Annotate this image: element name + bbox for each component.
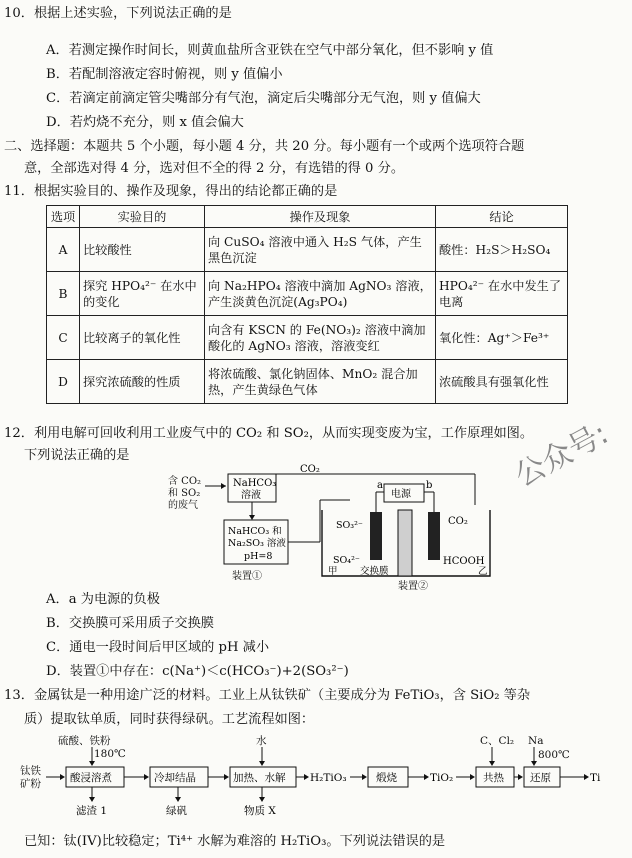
step3-label: 加热、水解 — [233, 772, 286, 784]
q12-option-a: A．a 为电源的负极 — [46, 592, 160, 607]
q13-stem-line2: 质）提取钛单质，同时获得绿矾。工艺流程如图： — [24, 712, 315, 727]
box1-line2: 溶液 — [241, 490, 261, 501]
arrow-head — [249, 515, 255, 520]
section2-line2: 意，全部选对得 4 分，选对但不全的得 2 分，有选错的得 0 分。 — [24, 161, 405, 176]
reagent1: 硫酸、铁粉 — [58, 735, 111, 747]
ti-label: Ti — [590, 772, 601, 784]
device1-label: 装置① — [232, 571, 262, 582]
region-jia: 甲 — [328, 566, 338, 577]
co2-top-label: CO₂ — [300, 464, 320, 475]
table-cell: B — [47, 272, 80, 316]
table-row — [47, 360, 568, 404]
reagent2: C、Cl₂ — [480, 735, 515, 747]
hcooh-label: HCOOH — [443, 556, 485, 567]
table-cell: 探究 HPO₄²⁻ 在水中的变化 — [80, 272, 205, 316]
reagent3: Na — [528, 735, 544, 747]
table-cell: 浓硫酸具有强氧化性 — [436, 360, 568, 404]
table-cell: 将浓硫酸、氯化钠固体、MnO₂ 混合加热，产生黄绿色气体 — [205, 360, 436, 404]
arrow-head — [531, 761, 537, 766]
so3-label: SO₃²⁻ — [336, 520, 363, 531]
table-cell: 探究浓硫酸的性质 — [80, 360, 205, 404]
step4-label: 煅烧 — [376, 772, 397, 784]
table-cell: 向含有 KSCN 的 Fe(NO₃)₂ 溶液中滴加酸化的 AgNO₃ 溶液，溶液变红 — [205, 316, 436, 360]
box2-line2: Na₂SO₃ 溶液 — [228, 538, 286, 549]
table-header: 操作及现象 — [205, 206, 436, 228]
temp2: 800℃ — [538, 749, 570, 761]
arrow-head — [221, 483, 226, 489]
so4-label: SO₄²⁻ — [333, 555, 360, 566]
table-header-row — [47, 206, 568, 228]
q11-table — [46, 205, 568, 404]
right-electrode — [428, 512, 440, 560]
q10-option-b: B．若配制溶液定容时俯视，则 y 值偏小 — [46, 67, 283, 82]
q12-option-d: D．装置①中存在：c(Na⁺)＜c(HCO₃⁻)+2(SO₃²⁻) — [46, 664, 349, 679]
q11-stem: 11．根据实验目的、操作及现象，得出的结论都正确的是 — [4, 184, 338, 199]
membrane-label: 交换膜 — [360, 566, 389, 577]
table-cell: C — [47, 316, 80, 360]
terminal-b: b — [426, 480, 433, 491]
box1-line1: NaHCO₃ — [233, 478, 277, 489]
watermark: 公众号: — [509, 416, 615, 495]
gas-in-label-1: 含 CO₂ — [168, 476, 202, 487]
q10-option-d: D．若灼烧不充分，则 x 值会偏大 — [46, 115, 244, 130]
table-row — [47, 228, 568, 272]
arrow-head — [89, 761, 95, 766]
q10-option-a: A．若测定操作时间长，则黄血盐所含亚铁在空气中部分氧化，但不影响 y 值 — [46, 43, 494, 58]
gas-in-label-3: 的废气 — [168, 500, 198, 511]
table-cell: 比较酸性 — [80, 228, 205, 272]
q12-option-b: B．交换膜可采用质子交换膜 — [46, 616, 214, 631]
box2-line1: NaHCO₃ 和 — [228, 526, 282, 537]
q12-stem-line1: 12．利用电解可回收利用工业废气中的 CO₂ 和 SO₂，从而实现变废为宝，工作原理如图。 — [4, 426, 534, 441]
temp1: 180℃ — [94, 748, 126, 760]
gas-in-label-2: 和 SO₂ — [168, 488, 201, 499]
region-yi: 乙 — [478, 566, 488, 577]
arrow-head — [489, 761, 495, 766]
table-header: 结论 — [436, 206, 568, 228]
h2tio3-label: H₂TiO₃ — [310, 772, 347, 784]
step6-label: 还原 — [530, 772, 551, 784]
step2-label: 冷却结晶 — [154, 772, 196, 784]
section2-line1: 二、选择题：本题共 5 个小题，每小题 4 分，共 20 分。每小题有一个或两个选项符合题 — [4, 139, 525, 154]
exchange-membrane — [398, 510, 412, 576]
q10-option-c: C．若滴定前滴定管尖嘴部分有气泡，滴定后尖嘴部分无气泡，则 y 值偏大 — [46, 91, 481, 106]
table-cell: 向 Na₂HPO₄ 溶液中滴加 AgNO₃ 溶液，产生淡黄色沉淀(Ag₃PO₄) — [205, 272, 436, 316]
table-row — [47, 316, 568, 360]
left-electrode — [370, 512, 382, 560]
output1-label: 滤渣 1 — [76, 805, 108, 817]
table-cell: HPO₄²⁻ 在水中发生了电离 — [436, 272, 568, 316]
table-row — [47, 272, 568, 316]
start-label-1: 钛铁 — [20, 765, 41, 777]
tio2-label: TiO₂ — [430, 772, 454, 784]
device2-label: 装置② — [398, 581, 428, 590]
table-header: 实验目的 — [80, 206, 205, 228]
table-cell: 氧化性：Ag⁺＞Fe³⁺ — [436, 316, 568, 360]
output3-label: 物质 X — [244, 805, 276, 817]
box2-line3: pH=8 — [244, 551, 273, 562]
start-label-2: 矿粉 — [20, 778, 41, 790]
arrow-head — [259, 761, 265, 766]
table-cell: A — [47, 228, 80, 272]
q10-stem: 10．根据上述实验，下列说法正确的是 — [4, 6, 232, 21]
table-cell: 比较离子的氧化性 — [80, 316, 205, 360]
q12-option-c: C．通电一段时间后甲区域的 pH 减小 — [46, 640, 270, 655]
q12-stem-line2: 下列说法正确的是 — [24, 448, 130, 463]
table-cell: 酸性：H₂S＞H₂SO₄ — [436, 228, 568, 272]
water-label: 水 — [256, 735, 267, 747]
table-header: 选项 — [47, 206, 80, 228]
step5-label: 共热 — [483, 772, 504, 784]
table-cell: 向 CuSO₄ 溶液中通入 H₂S 气体，产生黑色沉淀 — [205, 228, 436, 272]
table-cell: D — [47, 360, 80, 404]
process-flow-diagram — [0, 730, 632, 825]
output2-label: 绿矾 — [166, 805, 187, 817]
terminal-a: a — [377, 480, 383, 491]
co2-right-label: CO₂ — [448, 516, 468, 527]
q13-stem-line1: 13．金属钛是一种用途广泛的材料。工业上从钛铁矿（主要成分为 FeTiO₃，含 SiO₂ 等杂 — [4, 688, 531, 703]
power-label: 电源 — [391, 489, 411, 500]
step1-label: 酸浸溶煮 — [70, 772, 112, 784]
q13-known-text: 已知：钛(IV)比较稳定；Ti⁴⁺ 水解为难溶的 H₂TiO₃。下列说法错误的是 — [24, 834, 446, 849]
